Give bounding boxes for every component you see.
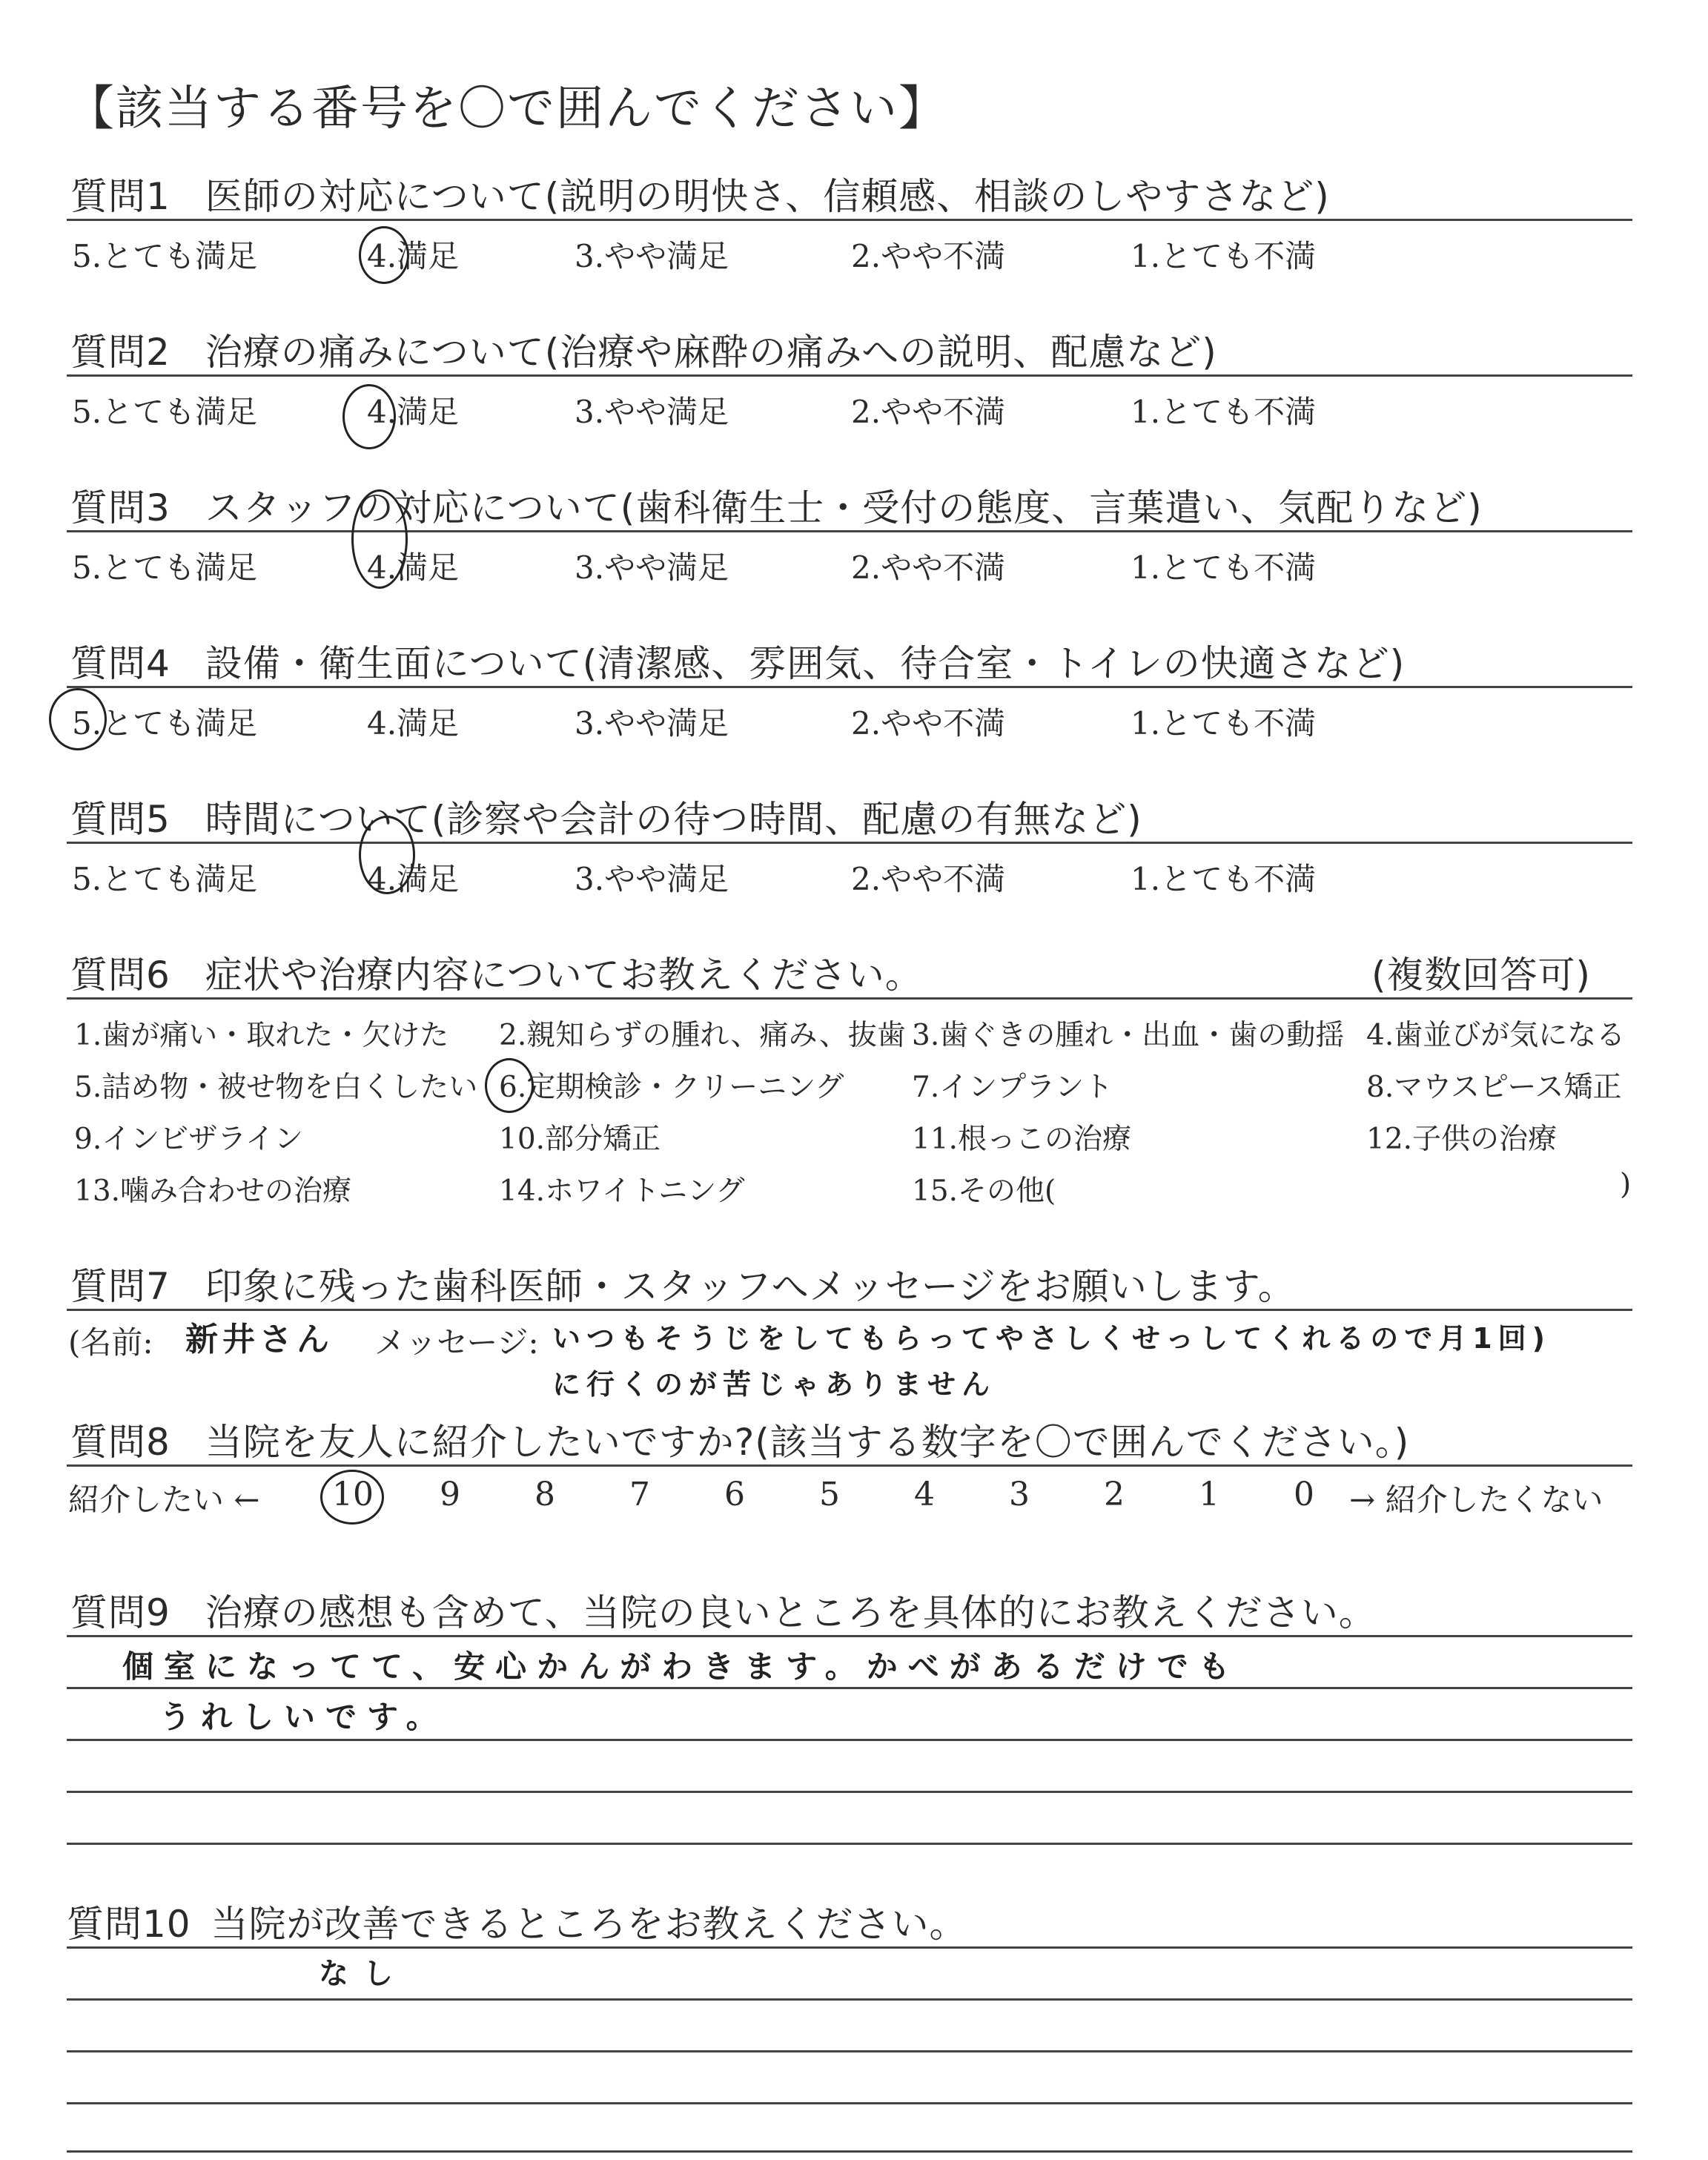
q4-option-3[interactable]: 3.やや満足	[575, 705, 729, 742]
q5-option-5[interactable]: 5.とても満足	[72, 861, 258, 897]
question-3-header	[70, 478, 1483, 532]
question-label: 質問4	[70, 642, 171, 685]
question-6-header	[70, 945, 923, 999]
answer-line	[67, 1843, 1632, 1845]
divider	[67, 842, 1632, 844]
answer-line	[67, 1687, 1632, 1689]
answer-line	[67, 1946, 1632, 1949]
scale-2[interactable]: 2	[1104, 1476, 1125, 1513]
question-text: 治療の痛みについて(治療や麻酔の痛みへの説明、配慮など)	[205, 331, 1217, 374]
question-label: 質問7	[70, 1265, 171, 1308]
q1-option-2[interactable]: 2.やや不満	[851, 238, 1006, 274]
question-7-header	[70, 1257, 1296, 1310]
q6-item-11[interactable]: 11.根っこの治療	[912, 1123, 1132, 1156]
question-label: 質問2	[70, 331, 171, 374]
q5-option-2[interactable]: 2.やや不満	[851, 861, 1006, 897]
q4-option-5[interactable]: 5.とても満足	[72, 705, 258, 742]
recommend-left-label: 紹介したい ←	[68, 1482, 260, 1518]
q5-option-1[interactable]: 1.とても不満	[1131, 861, 1317, 897]
question-label: 質問8	[70, 1421, 171, 1464]
q2-option-5[interactable]: 5.とても満足	[72, 394, 258, 430]
q6-item-4[interactable]: 4.歯並びが気になる	[1366, 1019, 1626, 1052]
message-handwritten-line-1: いつもそうじをしてもらってやさしくせっしてくれるので月1回)	[552, 1322, 1552, 1355]
question-label: 質問9	[70, 1591, 171, 1634]
selection-circle	[351, 489, 408, 589]
scale-4[interactable]: 4	[914, 1476, 935, 1513]
answer-line	[67, 1998, 1632, 2001]
question-text: 当院が改善できるところをお教えください。	[211, 1903, 967, 1946]
q6-item-9[interactable]: 9.インビザライン	[74, 1123, 304, 1156]
q6-item-15-close-paren: )	[1620, 1168, 1632, 1201]
selection-circle	[359, 226, 409, 284]
q6-item-10[interactable]: 10.部分矯正	[499, 1123, 661, 1156]
question-label: 質問5	[70, 798, 171, 841]
question-label: 質問3	[70, 486, 171, 529]
answer-line	[67, 1739, 1632, 1741]
question-8-header	[70, 1413, 1409, 1466]
question-text: 時間について(診察や会計の待つ時間、配慮の有無など)	[205, 798, 1142, 841]
question-text: 医師の対応について(説明の明快さ、信頼感、相談のしやすさなど)	[205, 175, 1330, 218]
q6-item-3[interactable]: 3.歯ぐきの腫れ・出血・歯の動揺	[912, 1019, 1345, 1052]
q6-item-15[interactable]: 15.その他(	[912, 1175, 1056, 1208]
q1-option-1[interactable]: 1.とても不満	[1131, 238, 1317, 274]
selection-circle	[485, 1058, 534, 1113]
scale-3[interactable]: 3	[1009, 1476, 1030, 1513]
question-text: 症状や治療内容についてお教えください。	[205, 954, 923, 997]
q3-option-3[interactable]: 3.やや満足	[575, 549, 729, 586]
scale-5[interactable]: 5	[819, 1476, 840, 1513]
message-handwritten-line-2: に行くのが苦じゃありません	[552, 1368, 996, 1401]
multiple-answers-note: (複数回答可)	[1371, 954, 1592, 997]
q6-item-13[interactable]: 13.噛み合わせの治療	[74, 1175, 352, 1208]
question-label: 質問6	[70, 954, 171, 997]
selection-circle	[320, 1470, 384, 1525]
question-text: 設備・衛生面について(清潔感、雰囲気、待合室・トイレの快適さなど)	[205, 642, 1406, 685]
message-label: メッセージ:	[374, 1324, 539, 1361]
q4-option-1[interactable]: 1.とても不満	[1131, 705, 1317, 742]
q3-option-4[interactable]: 4.満足	[367, 549, 460, 586]
scale-6[interactable]: 6	[724, 1476, 745, 1513]
answer-line	[67, 2102, 1632, 2104]
q1-option-3[interactable]: 3.やや満足	[575, 238, 729, 274]
selection-circle	[49, 688, 107, 750]
q5-option-4[interactable]: 4.満足	[367, 861, 460, 897]
q2-option-4[interactable]: 4.満足	[367, 394, 460, 430]
divider	[67, 1309, 1632, 1311]
q1-option-4[interactable]: 4.満足	[367, 238, 460, 274]
question-2-header	[70, 323, 1217, 376]
q3-option-2[interactable]: 2.やや不満	[851, 549, 1006, 586]
divider	[67, 1464, 1632, 1467]
question-text: 当院を友人に紹介したいですか?(該当する数字を〇で囲んでください。)	[205, 1421, 1410, 1464]
selection-circle	[359, 816, 415, 894]
q2-option-1[interactable]: 1.とても不満	[1131, 394, 1317, 430]
q9-answer-line-1: 個室になってて、安心かんがわきます。かべがあるだけでも	[122, 1648, 1240, 1685]
q6-item-2[interactable]: 2.親知らずの腫れ、痛み、抜歯	[499, 1019, 906, 1052]
q4-option-4[interactable]: 4.満足	[367, 705, 460, 742]
question-5-header	[70, 790, 1142, 843]
selection-circle	[342, 384, 396, 449]
q4-option-2[interactable]: 2.やや不満	[851, 705, 1006, 742]
question-9-header	[70, 1583, 1377, 1636]
scale-0[interactable]: 0	[1294, 1476, 1314, 1513]
recommend-right-label: → 紹介したくない	[1349, 1482, 1603, 1518]
question-1-header	[70, 167, 1330, 220]
answer-line	[67, 1635, 1632, 1637]
answer-line	[67, 2050, 1632, 2052]
q2-option-2[interactable]: 2.やや不満	[851, 394, 1006, 430]
scale-9[interactable]: 9	[440, 1476, 460, 1513]
question-text: 印象に残った歯科医師・スタッフへメッセージをお願いします。	[205, 1265, 1296, 1308]
q1-option-5[interactable]: 5.とても満足	[72, 238, 258, 274]
answer-line	[67, 1791, 1632, 1793]
q6-item-14[interactable]: 14.ホワイトニング	[499, 1175, 745, 1208]
q6-item-12[interactable]: 12.子供の治療	[1366, 1123, 1558, 1156]
divider	[67, 686, 1632, 688]
q5-option-3[interactable]: 3.やや満足	[575, 861, 729, 897]
q3-option-5[interactable]: 5.とても満足	[72, 549, 258, 586]
q6-item-8[interactable]: 8.マウスピース矯正	[1366, 1071, 1622, 1104]
q9-answer-line-2: うれしいです。	[159, 1699, 448, 1735]
q2-option-3[interactable]: 3.やや満足	[575, 394, 729, 430]
q10-answer: なし	[319, 1957, 408, 1991]
name-label: (名前:	[68, 1324, 153, 1361]
question-text: スタッフの対応について(歯科衛生士・受付の態度、言葉遣い、気配りなど)	[205, 486, 1483, 529]
answer-line	[67, 2150, 1632, 2153]
scale-1[interactable]: 1	[1199, 1476, 1219, 1513]
question-label: 質問1	[70, 175, 171, 218]
question-4-header	[70, 634, 1405, 687]
question-text: 治療の感想も含めて、当院の良いところを具体的にお教えください。	[205, 1591, 1377, 1634]
scale-7[interactable]: 7	[629, 1476, 650, 1513]
name-handwritten: 新井さん	[185, 1321, 334, 1358]
q6-item-7[interactable]: 7.インプラント	[912, 1071, 1113, 1104]
divider	[67, 997, 1632, 1000]
question-10-header	[67, 1895, 967, 1948]
question-label: 質問10	[67, 1903, 191, 1946]
divider	[67, 374, 1632, 377]
scale-10[interactable]: 10	[332, 1476, 374, 1513]
q6-item-6[interactable]: 6.定期検診・クリーニング	[499, 1071, 844, 1104]
q3-option-1[interactable]: 1.とても不満	[1131, 549, 1317, 586]
divider	[67, 530, 1632, 532]
page-title: 【該当する番号を〇で囲んでください】	[67, 82, 947, 136]
divider	[67, 219, 1632, 221]
scale-8[interactable]: 8	[534, 1476, 555, 1513]
q6-item-5[interactable]: 5.詰め物・被せ物を白くしたい	[74, 1071, 478, 1104]
q6-item-1[interactable]: 1.歯が痛い・取れた・欠けた	[74, 1019, 449, 1052]
